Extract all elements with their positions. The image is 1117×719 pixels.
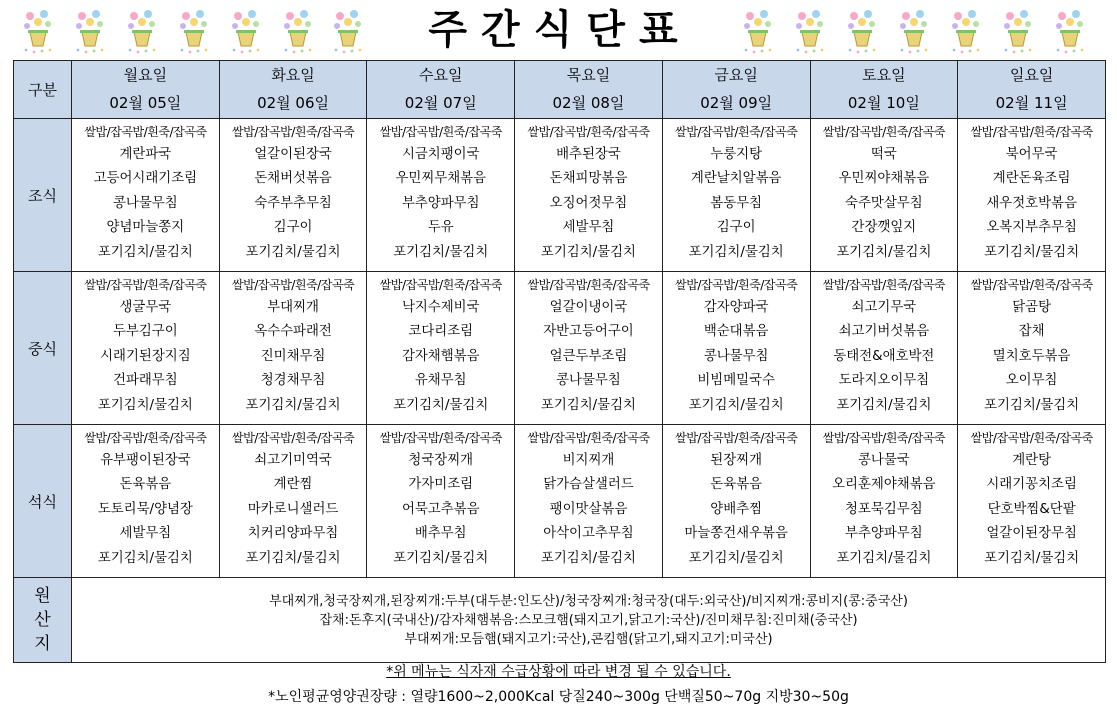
menu-item: 포기김치/물김치: [393, 244, 489, 260]
menu-item: 우민찌야채볶음: [838, 171, 930, 187]
flowerpot-icon: [330, 6, 366, 56]
menu-item: 쌀밥/잡곡밥/흰죽/잡곡죽: [675, 125, 798, 139]
menu-item: 배추된장국: [556, 147, 621, 162]
change-note: *위 메뉴는 식자재 수급상황에 따라 변경 될 수 있습니다.: [386, 664, 731, 680]
day-date: 02월 10일: [847, 94, 920, 112]
menu-item: 콩나물무침: [113, 195, 178, 211]
meal-row: [14, 272, 1106, 425]
day-header: [958, 61, 1106, 119]
menu-item: 멸치호두볶음: [992, 348, 1071, 364]
menu-cell: [958, 119, 1106, 272]
flowerpot-icon: [1000, 6, 1036, 56]
menu-item: 코다리조림: [408, 324, 474, 340]
flowerpot-icon: [1052, 6, 1088, 56]
menu-table-body: [14, 61, 1106, 663]
flowerpot-icon: [844, 6, 880, 56]
menu-item: 누룽지탕: [710, 147, 763, 162]
day-header: [810, 61, 958, 119]
origin-line: 부대찌개,청국장찌개,된장찌개:두부(대두분:인도산)/청국장찌개:청국장(대두:외국산)/비지찌개:콩비지(콩:중국산): [269, 593, 908, 609]
menu-item: 포기김치/물김치: [688, 397, 784, 413]
day-date: 02월 08일: [552, 94, 625, 112]
menu-item: 두유: [427, 220, 454, 236]
header-label: 구분: [14, 61, 72, 119]
menu-item: 간장깻잎지: [851, 220, 917, 236]
flowerpot-icon: [20, 6, 56, 56]
menu-item: 포기김치/물김치: [97, 244, 193, 260]
menu-item: 감자채햄볶음: [401, 348, 480, 364]
menu-item: 포기김치/물김치: [688, 244, 784, 260]
menu-item: 포기김치/물김치: [984, 244, 1080, 260]
origin-row: [14, 578, 1106, 663]
menu-item: 청국장찌개: [408, 453, 474, 468]
menu-item: 양념마늘쫑지: [106, 220, 185, 236]
menu-item: 시래기된장지짐: [100, 348, 191, 364]
menu-item: 콩나물국: [857, 453, 910, 468]
origin-label-char: 산: [34, 610, 51, 630]
flowerpot-icon: [124, 6, 160, 56]
menu-table: [13, 60, 1106, 663]
menu-item: 비빔메밀국수: [697, 373, 775, 389]
menu-item: 도라지오이무침: [838, 373, 930, 389]
menu-item: 유부팽이된장국: [100, 453, 191, 468]
menu-item: 포기김치/물김치: [984, 550, 1080, 566]
menu-item: 쌀밥/잡곡밥/흰죽/잡곡죽: [84, 431, 207, 445]
menu-item: 낙지수제비국: [401, 300, 480, 315]
menu-item: 얼큰두부조림: [549, 348, 628, 364]
menu-item: 양배추찜: [710, 501, 763, 517]
menu-item: 쌀밥/잡곡밥/흰죽/잡곡죽: [527, 125, 650, 139]
origin-label-char: 원: [34, 586, 51, 606]
title-row: [0, 0, 1117, 60]
menu-item: 부대찌개: [267, 300, 319, 315]
menu-item: 쌀밥/잡곡밥/흰죽/잡곡죽: [970, 125, 1093, 139]
menu-item: 김구이: [273, 220, 313, 236]
menu-cell: [515, 425, 663, 578]
day-header: [662, 61, 810, 119]
menu-item: 쌀밥/잡곡밥/흰죽/잡곡죽: [527, 278, 650, 292]
menu-item: 아삭이고추무침: [543, 526, 634, 542]
menu-item: 건파래무침: [113, 373, 178, 389]
menu-item: 부추양파무침: [845, 526, 923, 542]
day-name: 목요일: [566, 66, 611, 84]
menu-item: 쌀밥/잡곡밥/흰죽/잡곡죽: [822, 431, 945, 445]
menu-item: 얼갈이된장국: [254, 147, 332, 162]
menu-item: 포기김치/물김치: [540, 244, 636, 260]
meal-label: 중식: [14, 272, 72, 425]
menu-item: 쇠고기무국: [851, 300, 917, 315]
menu-item: 포기김치/물김치: [97, 397, 193, 413]
origin-label-char: 지: [34, 634, 51, 654]
menu-item: 유채무침: [414, 373, 467, 389]
flowerpot-icon: [72, 6, 108, 56]
menu-item: 포기김치/물김치: [540, 397, 636, 413]
day-name: 토요일: [862, 66, 906, 84]
menu-item: 쌀밥/잡곡밥/흰죽/잡곡죽: [675, 431, 798, 445]
day-header: [515, 61, 663, 119]
menu-item: 김구이: [716, 220, 756, 236]
menu-item: 쌀밥/잡곡밥/흰죽/잡곡죽: [527, 431, 650, 445]
menu-cell: [958, 272, 1106, 425]
menu-cell: [219, 272, 367, 425]
menu-item: 포기김치/물김치: [393, 397, 489, 413]
menu-item: 배추무침: [414, 526, 467, 542]
menu-cell: [810, 425, 958, 578]
menu-item: 옥수수파래전: [254, 324, 332, 340]
menu-item: 두부김구이: [113, 324, 178, 340]
menu-item: 청경채무침: [260, 373, 326, 389]
flowerpot-icon: [896, 6, 932, 56]
menu-item: 쌀밥/잡곡밥/흰죽/잡곡죽: [822, 125, 945, 139]
menu-cell: [810, 119, 958, 272]
menu-item: 포기김치/물김치: [245, 397, 341, 413]
menu-item: 오이무침: [1005, 373, 1058, 389]
menu-item: 동태전&애호박전: [833, 348, 935, 364]
menu-item: 쌀밥/잡곡밥/흰죽/잡곡죽: [231, 431, 355, 445]
header-row: [14, 61, 1106, 119]
flowerpot-icon: [228, 6, 264, 56]
day-date: 02월 09일: [700, 94, 773, 112]
menu-item: 쌀밥/잡곡밥/흰죽/잡곡죽: [231, 278, 355, 292]
menu-item: 숙주맛살무침: [845, 195, 923, 211]
menu-item: 계란파국: [119, 147, 172, 162]
menu-item: 포기김치/물김치: [836, 397, 932, 413]
menu-item: 쌀밥/잡곡밥/흰죽/잡곡죽: [84, 278, 207, 292]
menu-item: 마카로니샐러드: [247, 501, 339, 517]
menu-item: 쌀밥/잡곡밥/흰죽/잡곡죽: [970, 431, 1093, 445]
origin-label: [14, 578, 72, 663]
flowerpot-icon: [792, 6, 828, 56]
menu-item: 잡채: [1018, 324, 1045, 340]
menu-item: 백순대볶음: [703, 324, 769, 340]
menu-item: 오리훈제야채볶음: [832, 477, 936, 493]
menu-item: 마늘쫑건새우볶음: [684, 526, 788, 542]
menu-item: 가자미조림: [408, 477, 474, 493]
menu-item: 쇠고기미역국: [254, 453, 332, 468]
menu-item: 돈채피망볶음: [549, 171, 628, 187]
menu-item: 도토리묵/양념장: [97, 501, 193, 517]
menu-item: 포기김치/물김치: [245, 244, 341, 260]
menu-item: 세발무침: [562, 220, 615, 236]
menu-item: 부추양파무침: [401, 195, 480, 211]
day-date: 02월 11일: [995, 94, 1068, 112]
day-header: [72, 61, 220, 119]
menu-cell: [662, 425, 810, 578]
menu-item: 쌀밥/잡곡밥/흰죽/잡곡죽: [84, 125, 207, 139]
menu-item: 시금치팽이국: [401, 147, 480, 162]
menu-item: 쇠고기버섯볶음: [838, 324, 930, 340]
day-name: 일요일: [1009, 66, 1054, 84]
menu-item: 우민찌무채볶음: [395, 171, 487, 187]
day-header: [367, 61, 515, 119]
flowerpot-icon: [948, 6, 984, 56]
day-header: [219, 61, 367, 119]
meal-row: [14, 119, 1106, 272]
menu-item: 콩나물무침: [703, 348, 769, 364]
menu-item: 쌀밥/잡곡밥/흰죽/잡곡죽: [675, 278, 798, 292]
menu-item: 포기김치/물김치: [97, 550, 193, 566]
menu-item: 돈육볶음: [119, 477, 172, 493]
menu-item: 자반고등어구이: [543, 324, 634, 340]
menu-item: 쌀밥/잡곡밥/흰죽/잡곡죽: [379, 125, 502, 139]
meal-label: 조식: [14, 119, 72, 272]
menu-item: 계란탕: [1012, 453, 1052, 468]
menu-item: 계란찜: [273, 477, 313, 493]
menu-item: 새우젓호박볶음: [986, 195, 1077, 211]
menu-item: 북어무국: [1005, 147, 1058, 162]
menu-cell: [367, 272, 515, 425]
menu-cell: [72, 425, 220, 578]
menu-cell: [958, 425, 1106, 578]
menu-item: 포기김치/물김치: [540, 550, 636, 566]
nutrition-note: *노인평균영양권장량 : 열량1600~2,000Kcal 당질240~300g 단백질50~70g 지방30~50g: [268, 689, 849, 705]
menu-item: 고등어시래기조림: [93, 171, 198, 187]
day-name: 금요일: [714, 66, 758, 84]
day-name: 월요일: [123, 66, 168, 84]
meal-row: [14, 425, 1106, 578]
menu-item: 오복지부추무침: [986, 220, 1077, 236]
origin-line: 부대찌개:모듬햄(돼지고기:국산),콘킴햄(닭고기,돼지고기:미국산): [404, 631, 773, 647]
menu-item: 진미채무침: [260, 348, 326, 364]
menu-item: 쌀밥/잡곡밥/흰죽/잡곡죽: [231, 125, 355, 139]
day-date: 02월 05일: [109, 94, 182, 112]
menu-item: 돈채버섯볶음: [254, 171, 332, 187]
menu-item: 감자양파국: [703, 300, 769, 315]
day-date: 02월 06일: [257, 94, 330, 112]
origin-text: [72, 578, 1106, 663]
menu-item: 쌀밥/잡곡밥/흰죽/잡곡죽: [379, 431, 502, 445]
menu-item: 쌀밥/잡곡밥/흰죽/잡곡죽: [822, 278, 945, 292]
menu-cell: [219, 119, 367, 272]
menu-item: 단호박찜&단팥: [987, 501, 1076, 517]
menu-item: 쌀밥/잡곡밥/흰죽/잡곡죽: [379, 278, 502, 292]
menu-item: 어묵고추볶음: [401, 501, 480, 517]
flowerpot-icon: [740, 6, 776, 56]
menu-item: 포기김치/물김치: [836, 244, 932, 260]
day-name: 수요일: [419, 66, 463, 84]
flowerpot-icon: [176, 6, 212, 56]
menu-item: 봄동무침: [710, 195, 763, 211]
menu-cell: [515, 272, 663, 425]
menu-item: 얼갈이냉이국: [549, 300, 628, 315]
menu-item: 계란날치알볶음: [690, 171, 782, 187]
day-date: 02월 07일: [404, 94, 477, 112]
menu-item: 포기김치/물김치: [984, 397, 1080, 413]
menu-item: 포기김치/물김치: [688, 550, 784, 566]
menu-item: 계란돈육조림: [992, 171, 1071, 187]
menu-cell: [515, 119, 663, 272]
menu-item: 돈육볶음: [710, 477, 763, 493]
menu-item: 팽이맛살볶음: [549, 501, 628, 517]
menu-cell: [367, 119, 515, 272]
menu-cell: [72, 272, 220, 425]
menu-cell: [662, 272, 810, 425]
menu-item: 시래기꽁치조림: [986, 477, 1077, 493]
meal-label: 석식: [14, 425, 72, 578]
menu-cell: [367, 425, 515, 578]
menu-item: 생굴무국: [119, 300, 172, 315]
menu-item: 쌀밥/잡곡밥/흰죽/잡곡죽: [970, 278, 1093, 292]
day-name: 화요일: [271, 66, 315, 84]
menu-item: 얼갈이된장무침: [986, 526, 1077, 542]
origin-line: 잡채:돈후지(국내산)/감자채햄볶음:스모크햄(돼지고기,닭고기:국산)/진미채무침:진미채(중국산): [319, 612, 858, 628]
flowerpot-icon: [280, 6, 316, 56]
menu-item: 된장찌개: [710, 453, 763, 468]
menu-item: 청포묵김무침: [845, 501, 923, 517]
menu-item: 닭곰탕: [1012, 300, 1052, 315]
menu-item: 포기김치/물김치: [393, 550, 489, 566]
menu-item: 포기김치/물김치: [836, 550, 932, 566]
menu-cell: [219, 425, 367, 578]
menu-item: 오징어젓무침: [549, 195, 628, 211]
menu-item: 떡국: [870, 147, 897, 162]
page-title: 주간식단표: [428, 7, 692, 53]
menu-item: 치커리양파무침: [247, 526, 339, 542]
menu-item: 콩나물무침: [556, 373, 621, 389]
menu-cell: [72, 119, 220, 272]
menu-cell: [810, 272, 958, 425]
menu-item: 닭가슴살샐러드: [543, 477, 634, 493]
menu-item: 포기김치/물김치: [245, 550, 341, 566]
menu-item: 숙주부추무침: [254, 195, 332, 211]
menu-item: 세발무침: [119, 526, 172, 542]
menu-item: 비지찌개: [562, 453, 615, 468]
menu-cell: [662, 119, 810, 272]
